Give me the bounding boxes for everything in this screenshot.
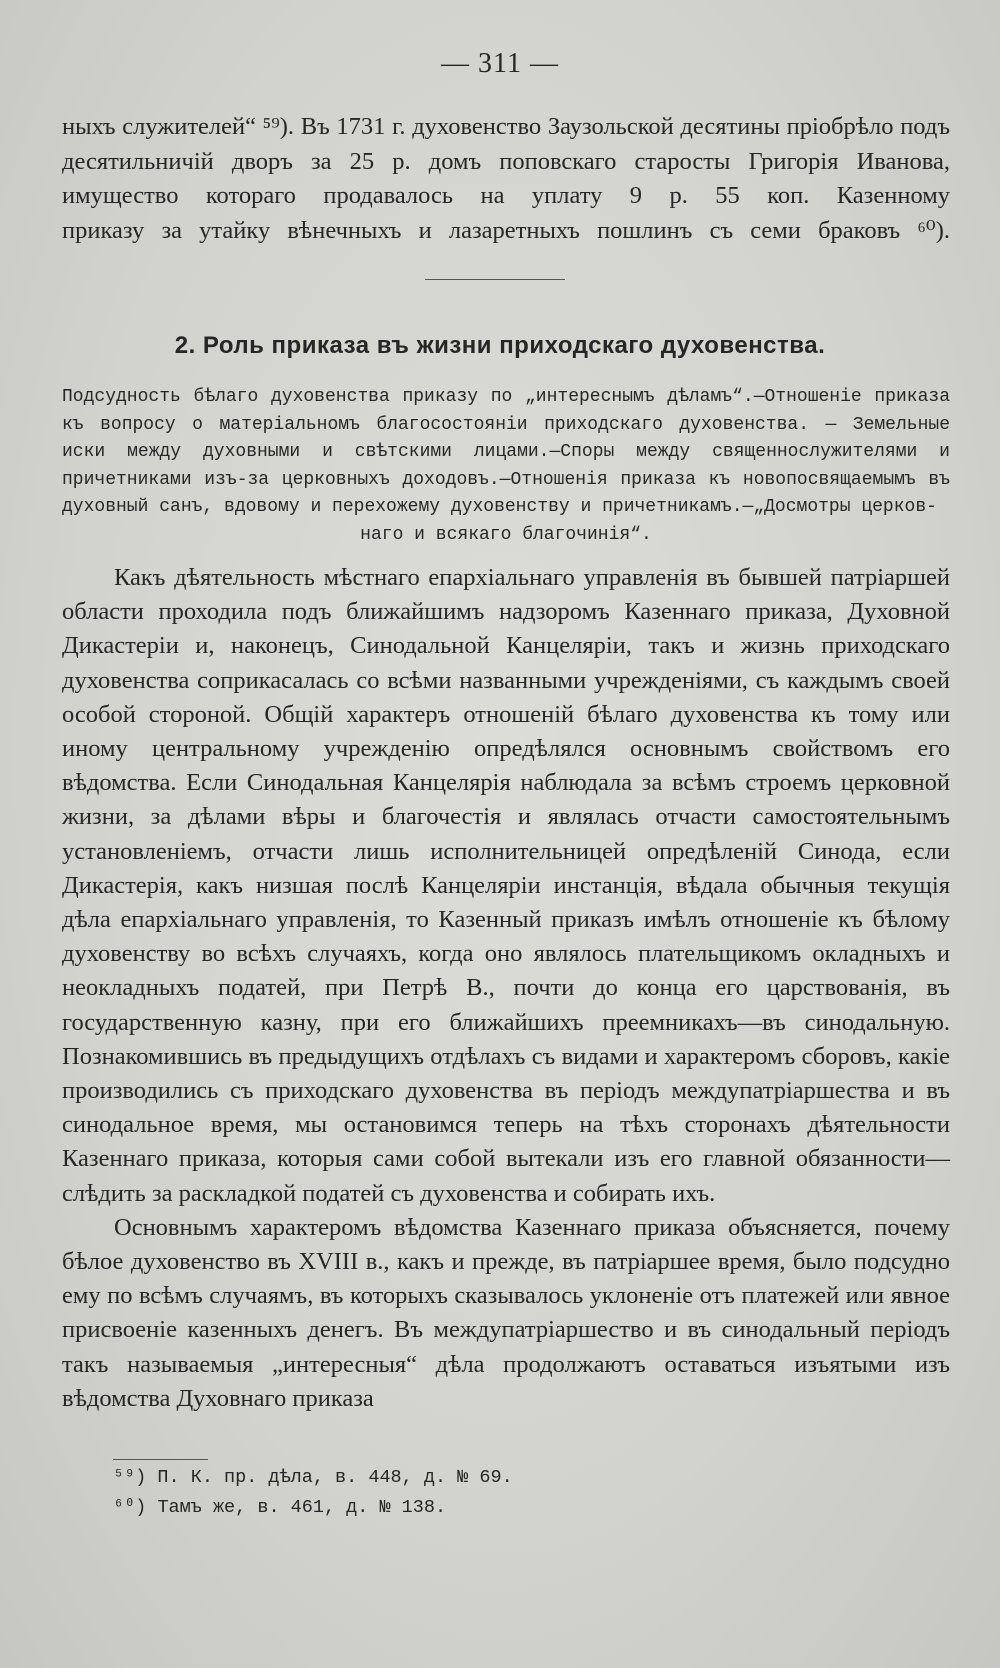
section-title: 2. Роль приказа въ жизни приходскаго духовенства. <box>174 332 826 359</box>
section-summary-last-line: наго и всякаго благочинія“. <box>360 524 652 545</box>
section-summary-text: Подсудность бѣлаго духовенства приказу по „интереснымъ дѣламъ“.—Отношеніе приказа къ вопросу о матеріальномъ благосостояніи приходскаго духовенства. — Земельные иски между духовными и свѣтскими лицами.—Споры между священнослужителями и причетниками изъ-за церковныхъ доходовъ.—Отношенія приказа къ новопосвящаемымъ въ духовный санъ, вдовому и перехожему духовенству и причетникамъ.—„Досмотры церков- <box>62 387 950 517</box>
section-divider <box>425 279 565 280</box>
footnote: ⁶⁰) Тамъ же, в. 461, д. № 138. <box>113 1497 447 1518</box>
footnote-divider <box>113 1459 208 1460</box>
main-text <box>62 561 950 1416</box>
continued-paragraph-text: ныхъ служителей“ ⁵⁹). Въ 1731 г. духовенство Заузольской десятины пріобрѣло подъ десятильничій дворъ за 25 р. домъ поповскаго старосты Григорія Иванова, имущество котораго продавалось на уплату 9 р. 55 коп. Казенному <box>62 113 950 209</box>
page-number: — 311 — <box>441 48 559 79</box>
footnote: ⁵⁹) П. К. пр. дѣла, в. 448, д. № 69. <box>113 1467 513 1488</box>
footnotes <box>113 1463 813 1523</box>
body-paragraph: Какъ дѣятельность мѣстнаго епархіальнаго управленія въ бывшей патріаршей области проходила подъ ближайшимъ надзоромъ Казеннаго приказа, Духовной Дикастеріи и, наконецъ, Синодальной Канцеляріи, такъ и жизнь приходскаго духовенства соприкасалась со всѣми названными учрежденіями, съ каждымъ своей особой стороной. Общій характеръ отношеній бѣлаго духовенства къ тому или иному центральному учрежденію опредѣлялся основнымъ свойствомъ его вѣдомства. Если Синодальная Канцелярія наблюдала за всѣмъ строемъ церковной жизни, за дѣлами вѣры и благочестія и являлась отчасти самостоятельнымъ установленіемъ, отчасти лишь исполнительницей опредѣленій Синода, если Дикастерія, какъ низшая послѣ Канцеляріи инстанція, вѣдала обычныя текущія дѣла епархіальнаго управленія, то Казенный приказъ имѣлъ отношеніе къ бѣлому духовенству во всѣхъ случаяхъ, когда оно являлось плательщикомъ окладныхъ и неокладныхъ податей, при Петрѣ В., почти до конца его царствованія, въ государственную казну, при его ближайшихъ преемникахъ—въ синодальную. Познакомившись въ предыдущихъ отдѣлахъ съ видами и характеромъ сборовъ, какіе производились съ приходскаго духовенства въ періодъ междупатріаршества и въ синодальное время, мы остановимся теперь на тѣхъ сторонахъ дѣятельности Казеннаго приказа, которыя сами собой вытекали изъ его главной обязанности—слѣдить за раскладкой податей съ духовенства и собирать ихъ. <box>62 564 950 1207</box>
section-summary <box>62 384 950 549</box>
continued-paragraph-last-line: приказу за утайку вѣнечныхъ и лазаретныхъ пошлинъ съ семи браковъ ⁶⁰). <box>62 216 950 244</box>
body-paragraph: Основнымъ характеромъ вѣдомства Казеннаго приказа объясняется, почему бѣлое духовенство въ XVIII в., какъ и прежде, въ патріаршее время, было подсудно ему по всѣмъ случаямъ, въ которыхъ сказывалось уклоненіе отъ платежей или явное присвоеніе казенныхъ денегъ. Въ междупатріаршество и въ синодальный періодъ такъ называемыя „интересныя“ дѣла продолжаютъ оставаться изъятыми изъ вѣдомства Духовнаго приказа <box>62 1213 950 1412</box>
continued-paragraph <box>62 110 950 248</box>
